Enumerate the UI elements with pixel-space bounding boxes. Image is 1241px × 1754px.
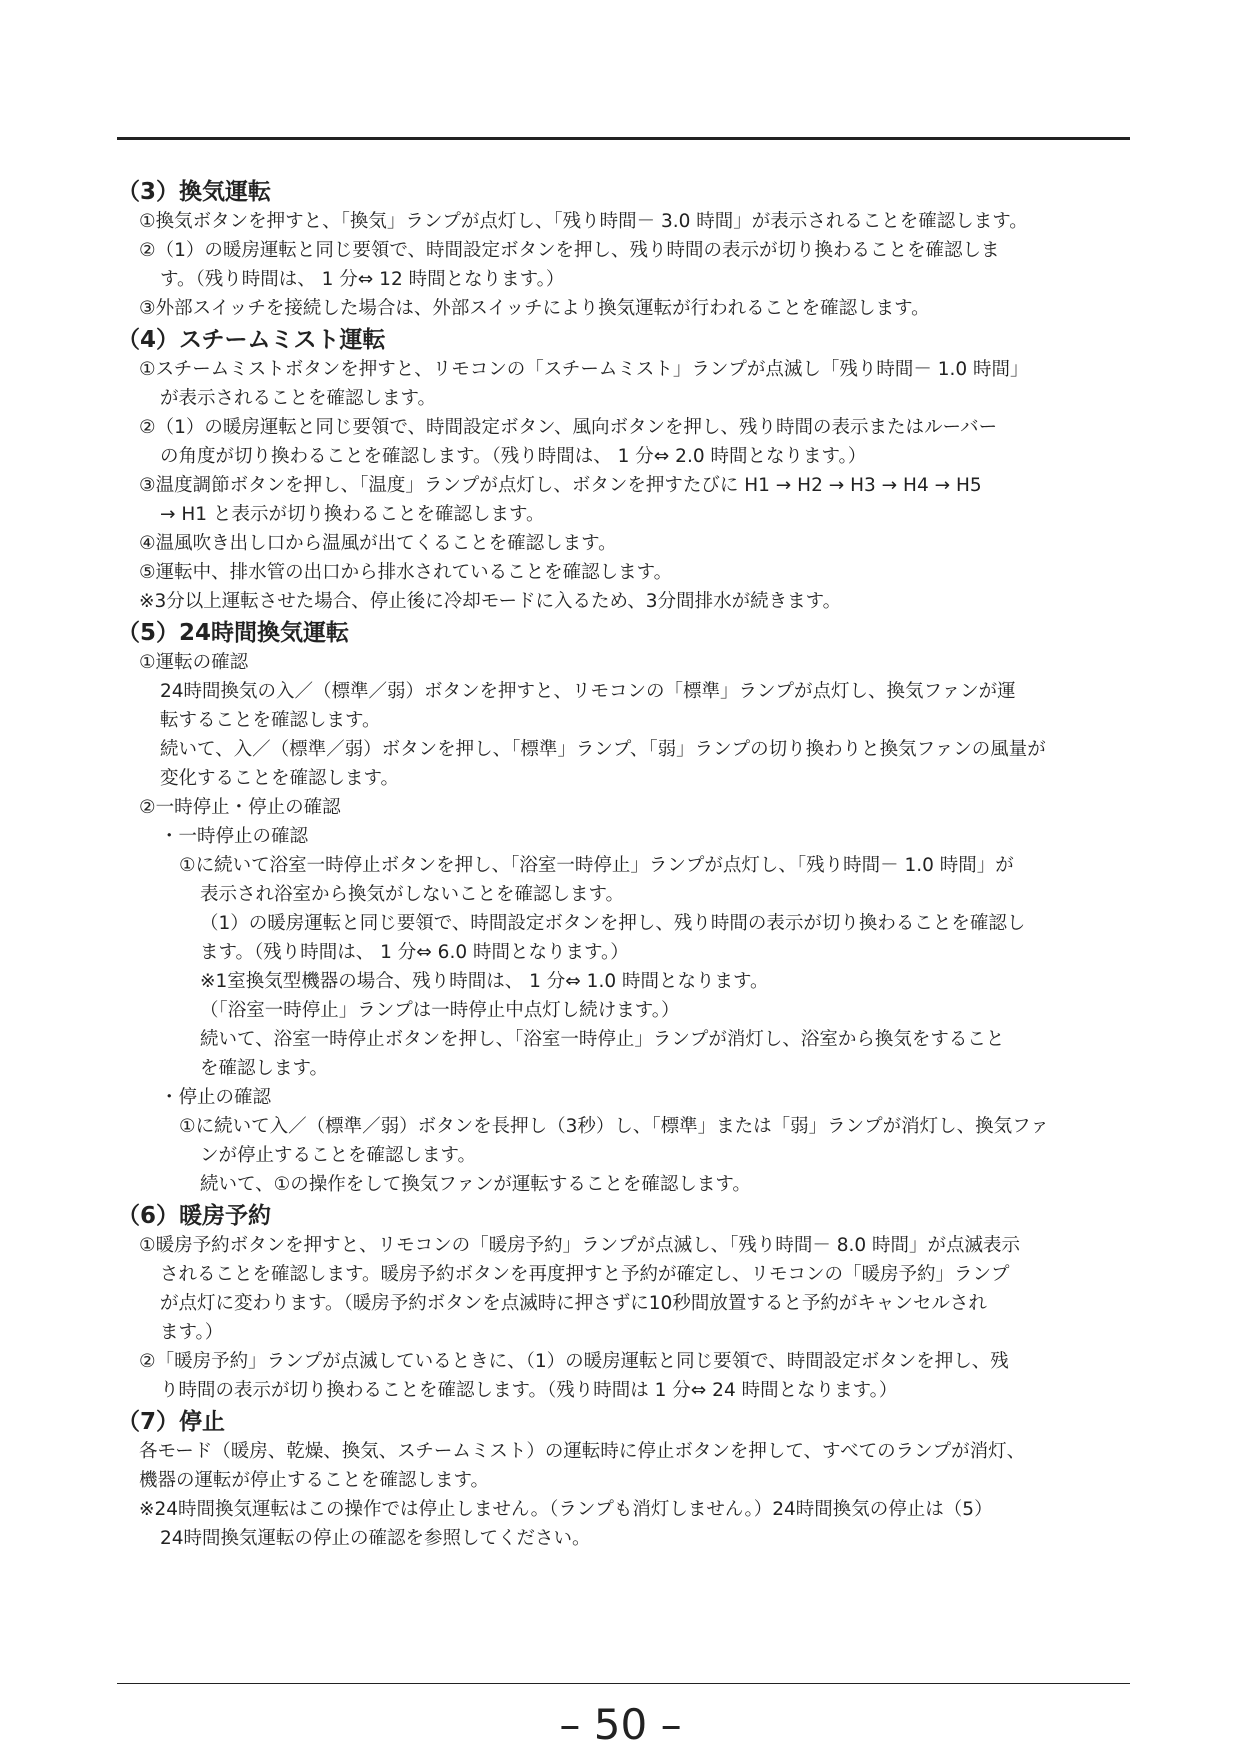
paragraph-line: ※3分以上運転させた場合、停止後に冷却モードに入るため、3分間排水が続きます。: [139, 591, 842, 612]
paragraph-line: が表示されることを確認します。: [160, 388, 437, 409]
bottom-rule: [117, 1683, 1130, 1684]
paragraph-line: （「浴室一時停止」ランプは一時停止中点灯し続けます。）: [200, 1000, 680, 1021]
paragraph-line: ③外部スイッチを接続した場合は、外部スイッチにより換気運転が行われることを確認します。: [139, 298, 930, 319]
paragraph-line: 続いて、入／（標準／弱）ボタンを押し、「標準」ランプ、「弱」ランプの切り換わりと換気ファンの風量が: [160, 739, 1046, 760]
paragraph-line: ①に続いて浴室一時停止ボタンを押し、「浴室一時停止」ランプが点灯し、「残り時間－ 1.0 時間」が: [179, 855, 1014, 876]
paragraph-line: の角度が切り換わることを確認します。（残り時間は、 1 分⇔ 2.0 時間となります。）: [160, 446, 867, 467]
paragraph-line: されることを確認します。暖房予約ボタンを再度押すと予約が確定し、リモコンの「暖房予約」ランプ: [160, 1264, 1010, 1285]
paragraph-line: ②（1）の暖房運転と同じ要領で、時間設定ボタンを押し、残り時間の表示が切り換わることを確認しま: [139, 240, 1000, 261]
paragraph-line: 24時間換気の入／（標準／弱）ボタンを押すと、リモコンの「標準」ランプが点灯し、換気ファンが運: [160, 681, 1016, 702]
paragraph-line: ①運転の確認: [139, 652, 249, 673]
paragraph-line: ます。）: [160, 1322, 224, 1343]
paragraph-line: → H1 と表示が切り換わることを確認します。: [160, 504, 545, 525]
paragraph-line: す。（残り時間は、 1 分⇔ 12 時間となります。）: [160, 269, 565, 290]
paragraph-line: ①に続いて入／（標準／弱）ボタンを長押し（3秒）し、「標準」または「弱」ランプが消灯し、換気ファ: [179, 1116, 1049, 1137]
paragraph-line: ②「暖房予約」ランプが点滅しているときに、（1）の暖房運転と同じ要領で、時間設定ボタンを押し、残: [139, 1351, 1009, 1372]
section-title: （4）スチームミスト運転: [117, 327, 386, 353]
paragraph-line: ます。（残り時間は、 1 分⇔ 6.0 時間となります。）: [200, 942, 629, 963]
paragraph-line: ①換気ボタンを押すと、「換気」ランプが点灯し、「残り時間－ 3.0 時間」が表示されることを確認します。: [139, 211, 1028, 232]
paragraph-line: ③温度調節ボタンを押し、「温度」ランプが点灯し、ボタンを押すたびに H1 → H2 → H3 → H4 → H5: [139, 475, 982, 496]
section-title: （6）暖房予約: [117, 1203, 272, 1229]
paragraph-line: ②（1）の暖房運転と同じ要領で、時間設定ボタン、風向ボタンを押し、残り時間の表示またはルーバー: [139, 417, 998, 438]
paragraph-line: 続いて、浴室一時停止ボタンを押し、「浴室一時停止」ランプが消灯し、浴室から換気をすること: [200, 1029, 1005, 1050]
paragraph-line: ・一時停止の確認: [160, 826, 309, 847]
section-title: （7）停止: [117, 1409, 226, 1435]
paragraph-line: ※24時間換気運転はこの操作では停止しません。（ランプも消灯しません。）24時間換気の停止は（5）: [139, 1499, 993, 1520]
paragraph-line: が点灯に変わります。（暖房予約ボタンを点滅時に押さずに10秒間放置すると予約がキャンセルされ: [160, 1293, 987, 1314]
paragraph-line: ・停止の確認: [160, 1087, 272, 1108]
paragraph-line: 転することを確認します。: [160, 710, 381, 731]
paragraph-line: ①暖房予約ボタンを押すと、リモコンの「暖房予約」ランプが点滅し、「残り時間－ 8.0 時間」が点滅表示: [139, 1235, 1021, 1256]
paragraph-line: り時間の表示が切り換わることを確認します。（残り時間は 1 分⇔ 24 時間となります。）: [160, 1380, 898, 1401]
section-title: （5）24時間換気運転: [117, 620, 350, 646]
paragraph-line: （1）の暖房運転と同じ要領で、時間設定ボタンを押し、残り時間の表示が切り換わることを確認し: [200, 913, 1026, 934]
section-title: （3）換気運転: [117, 179, 272, 205]
paragraph-line: 各モード（暖房、乾燥、換気、スチームミスト）の運転時に停止ボタンを押して、すべてのランプが消灯、: [139, 1441, 1026, 1462]
paragraph-line: ⑤運転中、排水管の出口から排水されていることを確認します。: [139, 562, 673, 583]
paragraph-line: ①スチームミストボタンを押すと、リモコンの「スチームミスト」ランプが点滅し「残り時間－ 1.0 時間」: [139, 359, 1029, 380]
top-rule: [117, 137, 1130, 140]
paragraph-line: ※1室換気型機器の場合、残り時間は、 1 分⇔ 1.0 時間となります。: [200, 971, 769, 992]
paragraph-line: 表示され浴室から換気がしないことを確認します。: [200, 884, 625, 905]
paragraph-line: ②一時停止・停止の確認: [139, 797, 341, 818]
page-content: [117, 175, 1132, 1553]
paragraph-line: ④温風吹き出し口から温風が出てくることを確認します。: [139, 533, 617, 554]
paragraph-line: 機器の運転が停止することを確認します。: [139, 1470, 490, 1491]
paragraph-line: 続いて、①の操作をして換気ファンが運転することを確認します。: [200, 1174, 751, 1195]
paragraph-line: 変化することを確認します。: [160, 768, 400, 789]
paragraph-line: を確認します。: [200, 1058, 329, 1079]
paragraph-line: 24時間換気運転の停止の確認を参照してください。: [160, 1528, 591, 1549]
page-number: – 50 –: [559, 1700, 682, 1749]
paragraph-line: ンが停止することを確認します。: [200, 1145, 477, 1166]
